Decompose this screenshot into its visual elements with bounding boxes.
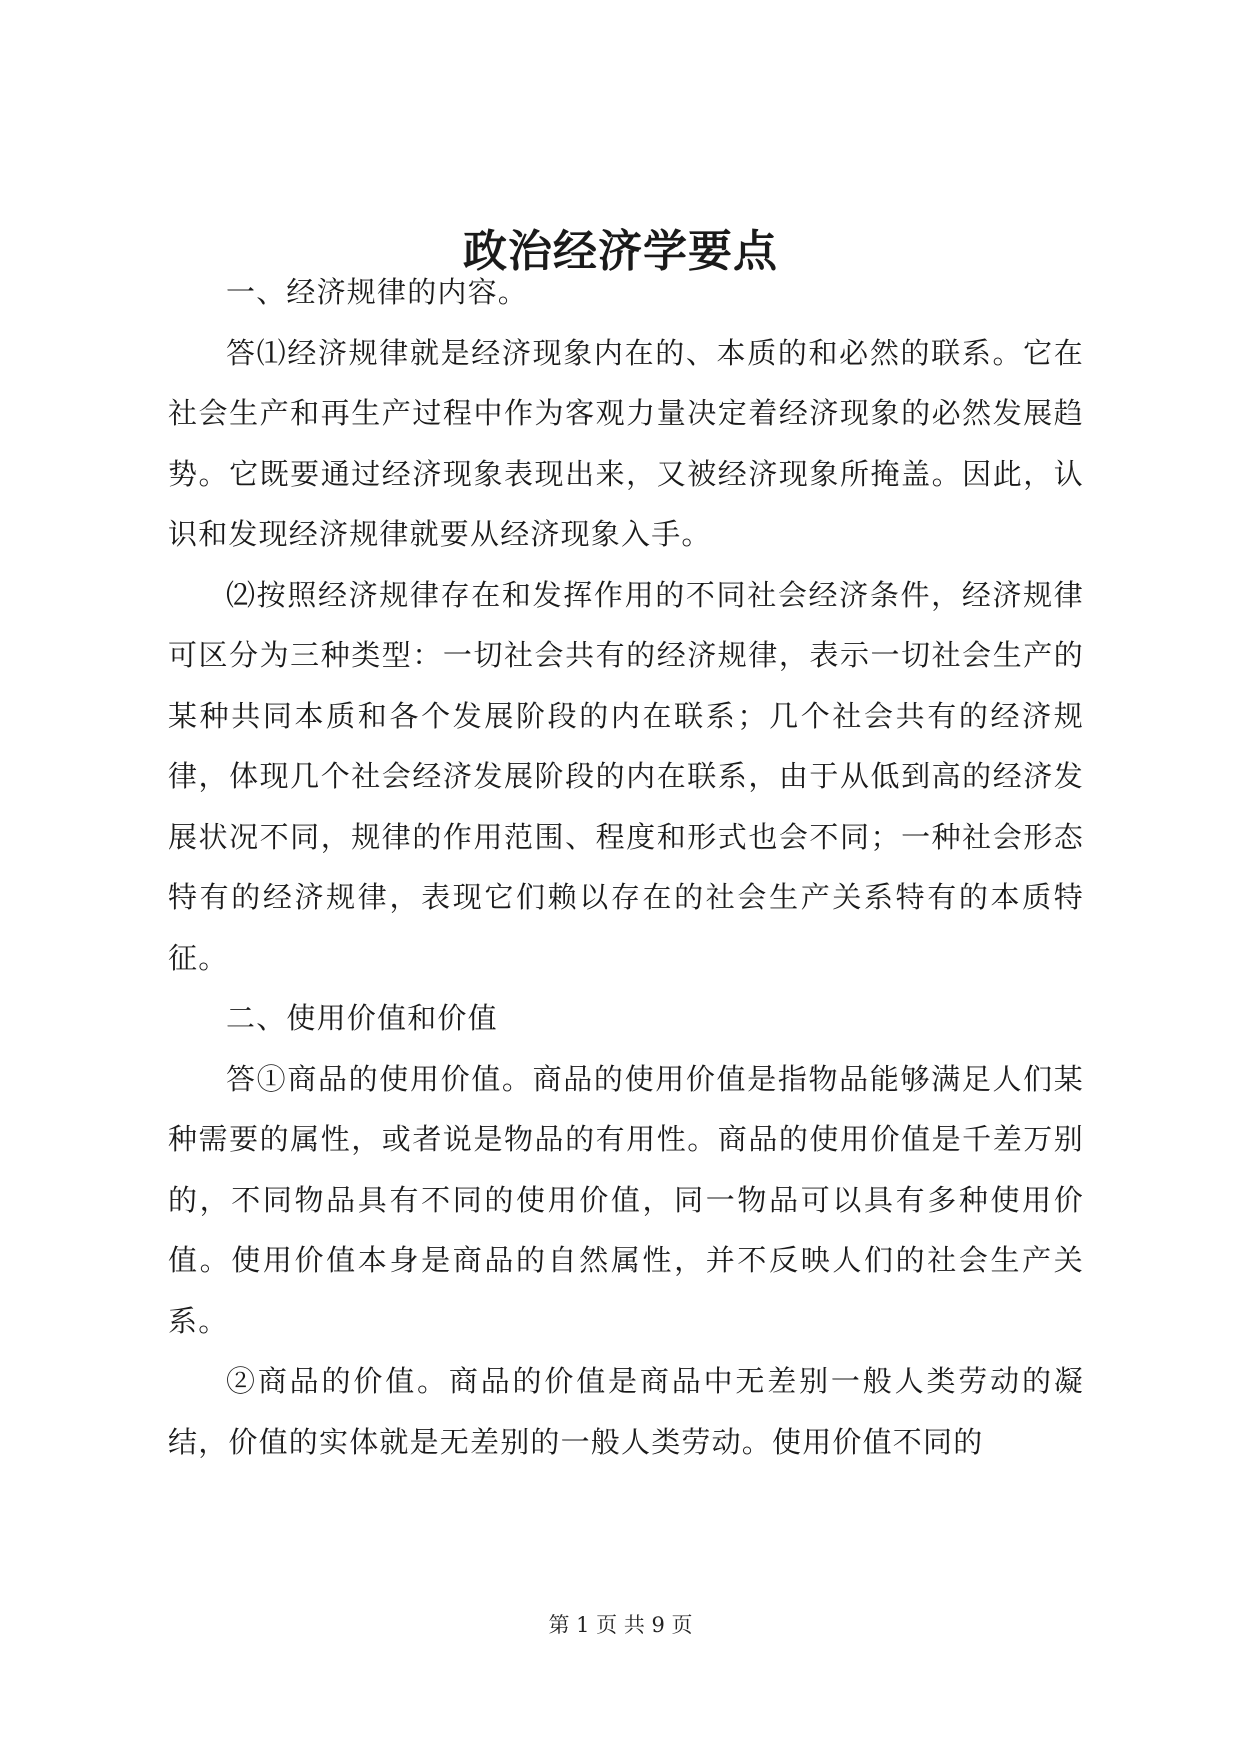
paragraph-economic-law-definition: 答⑴经济规律就是经济现象内在的、本质的和必然的联系。它在社会生产和再生产过程中作为客观力量决定着经济现象的必然发展趋势。它既要通过经济现象表现出来，又被经济现象所掩盖。因此，认识和发现经济规律就要从经济现象入手。: [168, 335, 1084, 551]
document-body: [168, 262, 1084, 1472]
paragraph-value: ②商品的价值。商品的价值是商品中无差别一般人类劳动的凝结，价值的实体就是无差别的一般人类劳动。使用价值不同的: [168, 1364, 1084, 1459]
section-heading-2: 二、使用价值和价值: [226, 1001, 498, 1035]
section-heading-1: 一、经济规律的内容。: [226, 275, 529, 309]
page-footer: 第 1 页 共 9 页: [548, 1613, 693, 1637]
paragraph-use-value: 答①商品的使用价值。商品的使用价值是指物品能够满足人们某种需要的属性，或者说是物品的有用性。商品的使用价值是千差万别的，不同物品具有不同的使用价值，同一物品可以具有多种使用价值。使用价值本身是商品的自然属性，并不反映人们的社会生产关系。: [168, 1061, 1084, 1338]
paragraph-economic-law-types: ⑵按照经济规律存在和发挥作用的不同社会经济条件，经济规律可区分为三种类型：一切社会共有的经济规律，表示一切社会生产的某种共同本质和各个发展阶段的内在联系；几个社会共有的经济规律，体现几个社会经济发展阶段的内在联系，由于从低到高的经济发展状况不同，规律的作用范围、程度和形式也会不同；一种社会形态特有的经济规律，表现它们赖以存在的社会生产关系特有的本质特征。: [168, 577, 1084, 975]
document-title: 政治经济学要点: [463, 226, 778, 277]
